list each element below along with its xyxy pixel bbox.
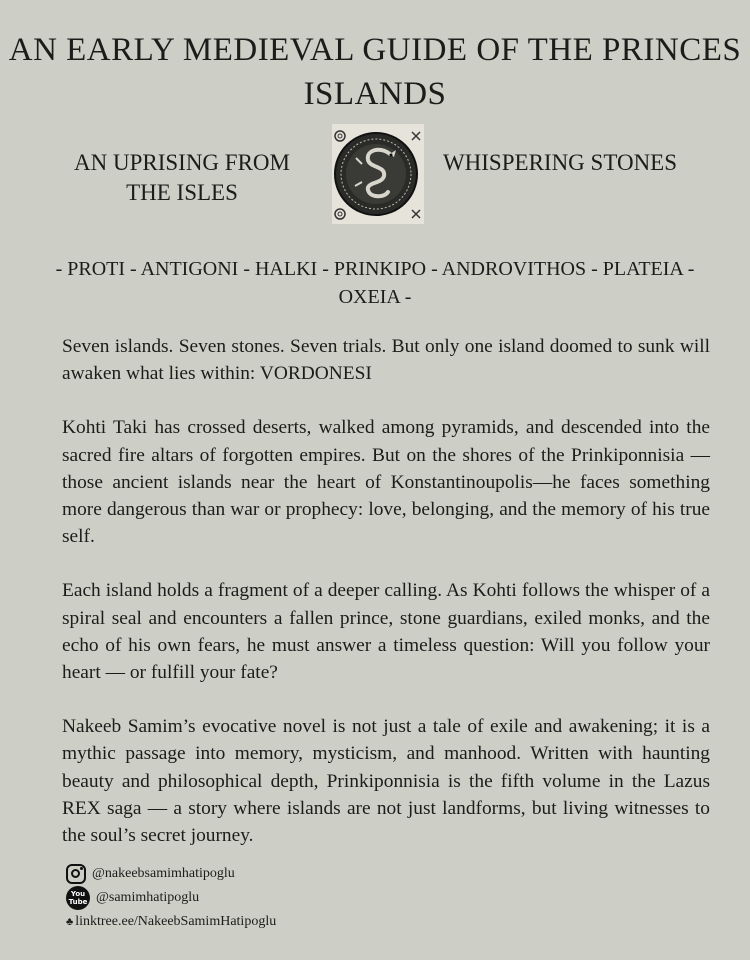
paragraph: Kohti Taki has crossed deserts, walked among pyramids, and descended into the sacred fire altars of forgotten empires. But on the shores of the Prinkiponnisia — those ancient islands near the heart of Konstantinoupolis—he faces something more dangerous than war or prophecy: love, belonging, and the memory of his true self.	[62, 417, 710, 548]
instagram-icon	[66, 864, 86, 884]
instagram-handle[interactable]: @nakeebsamimhatipoglu	[92, 866, 235, 881]
paragraph: Seven islands. Seven stones. Seven trials. But only one island doomed to sunk will awaken what lies within: VORDONESI	[62, 336, 710, 385]
book-title: AN EARLY MEDIEVAL GUIDE OF THE PRINCES ISLANDS	[8, 32, 742, 112]
islands-list: - PROTI - ANTIGONI - HALKI - PRINKIPO - ANDROVITHOS - PLATEIA - OXEIA -	[55, 258, 695, 308]
subtitle-right: WHISPERING STONES	[442, 150, 678, 175]
linktree-icon: ♣	[66, 916, 74, 928]
blurb-text	[62, 333, 710, 876]
linktree-row[interactable]	[66, 910, 276, 934]
paragraph: Nakeeb Samim’s evocative novel is not just a tale of exile and awakening; it is a mythic passage into memory, mysticism, and manhood. Written with haunting beauty and philosophical depth, Prinkiponnisia is the fifth volume in the Lazus REX saga — a story where islands are not just landforms, but living witnesses to the soul’s secret journey.	[62, 716, 710, 847]
linktree-url[interactable]: linktree.ee/NakeebSamimHatipoglu	[75, 914, 277, 929]
instagram-row[interactable]	[66, 862, 276, 886]
paragraph: Each island holds a fragment of a deeper calling. As Kohti follows the whisper of a spiral seal and encounters a fallen prince, stone guardians, exiled monks, and the echo of his own fears, he must answer a timeless question: Will you follow your heart — or fulfill your fate?	[62, 580, 710, 684]
dragon-seal-icon	[332, 124, 424, 224]
youtube-row[interactable]	[66, 886, 276, 910]
youtube-handle[interactable]: @samimhatipoglu	[96, 890, 200, 905]
youtube-icon: You Tube	[66, 886, 90, 910]
subtitle-left: AN UPRISING FROM THE ISLES	[74, 150, 290, 205]
social-links	[66, 862, 276, 934]
